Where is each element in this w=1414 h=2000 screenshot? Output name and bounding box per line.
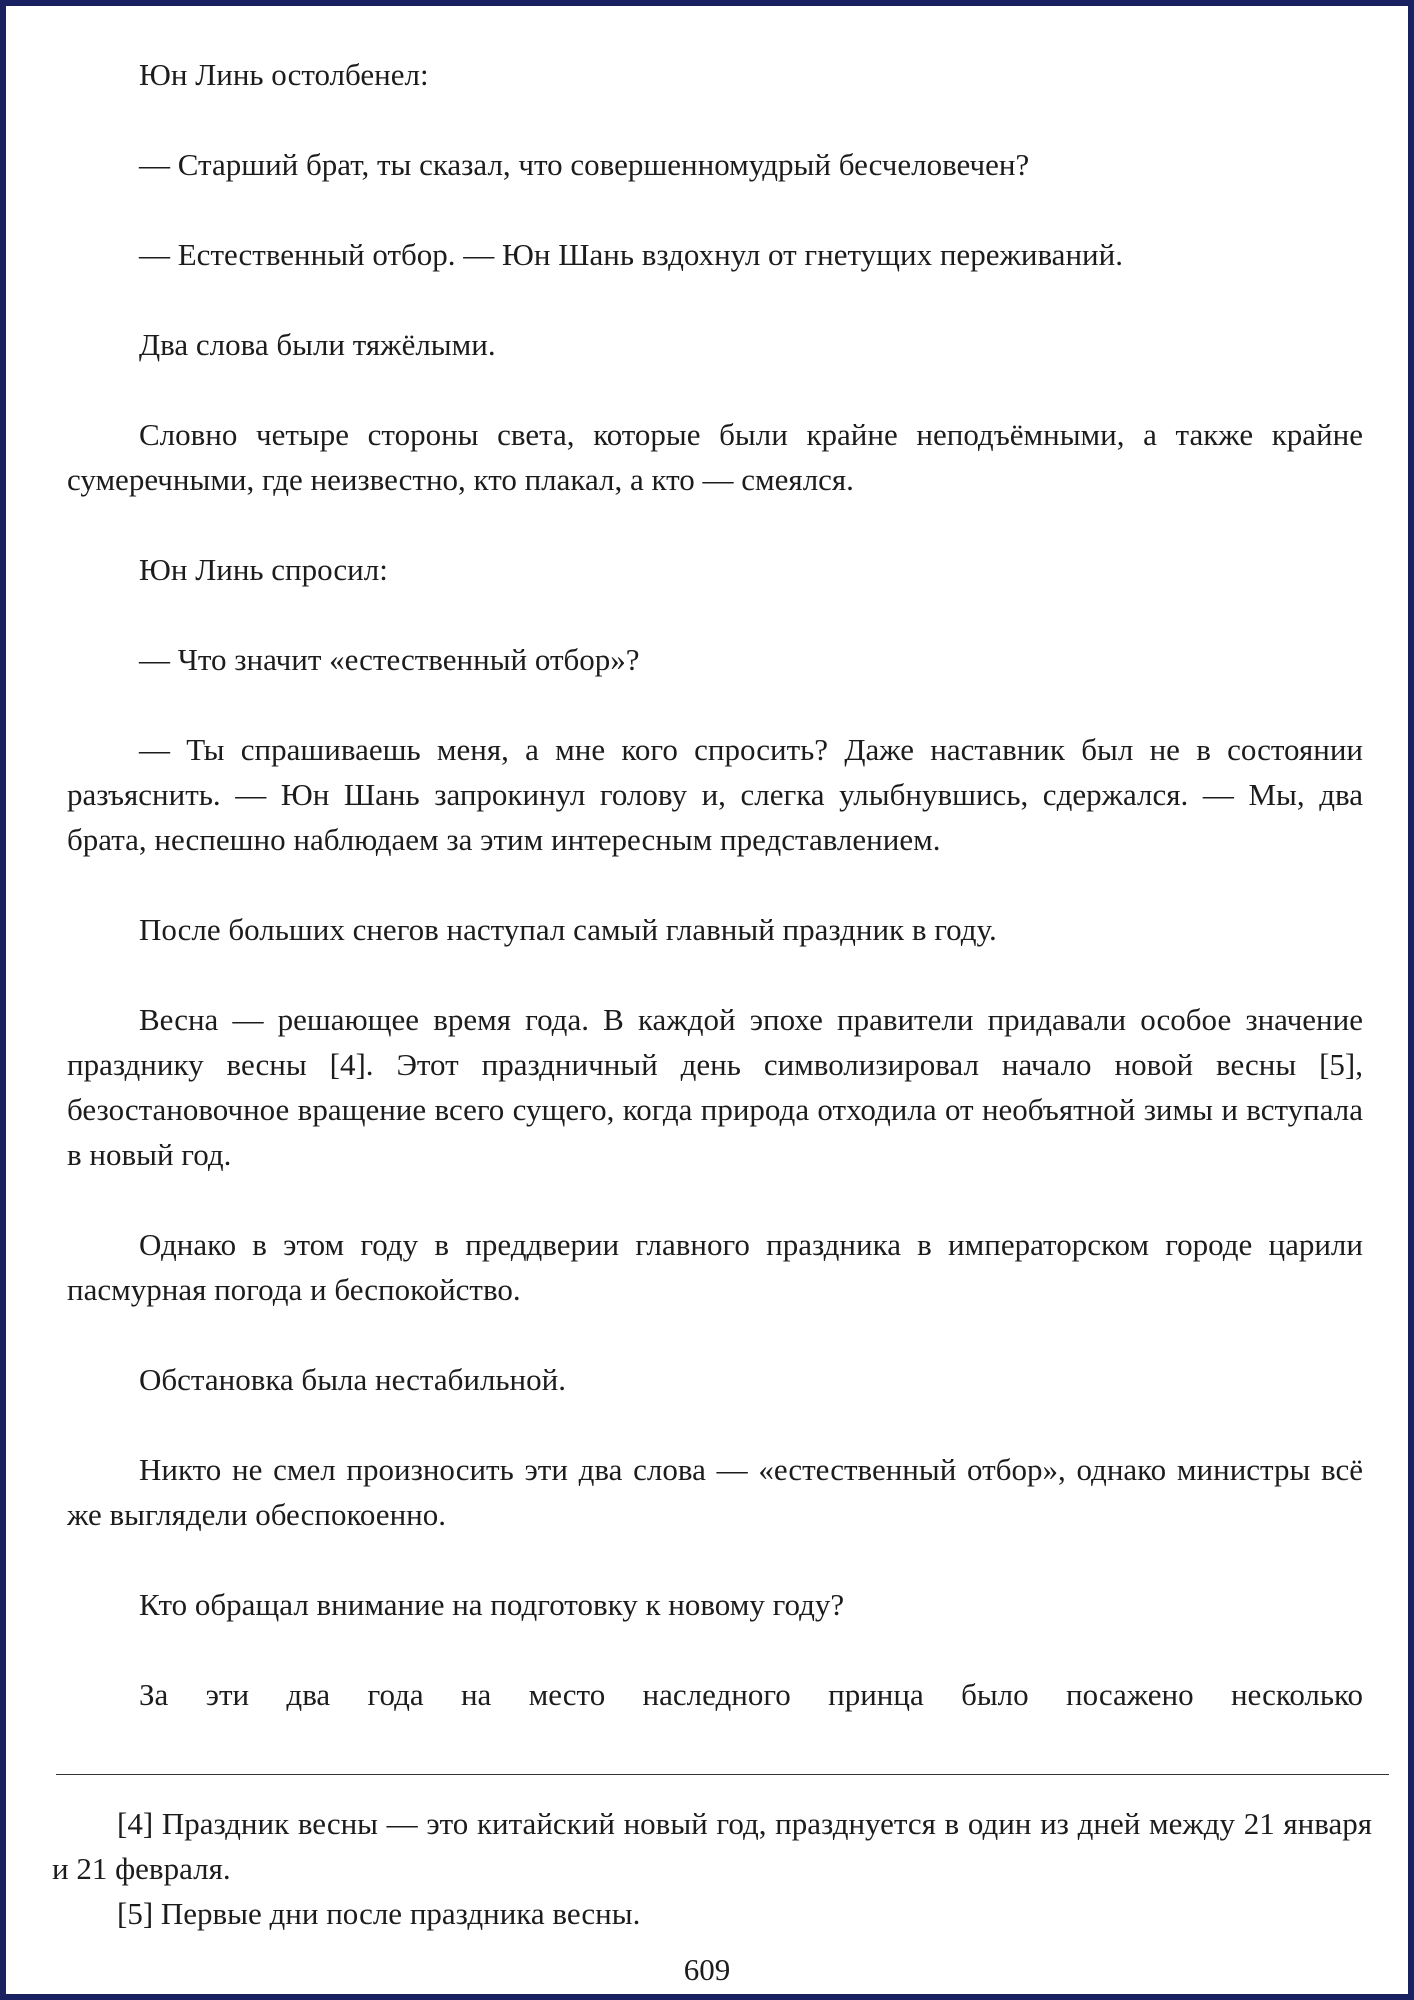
paragraph-7: — Что значит «естественный отбор»? (139, 642, 640, 677)
main-text (67, 52, 1363, 1717)
paragraph-12: Обстановка была нестабильной. (139, 1362, 566, 1397)
page-number: 609 (683, 1952, 731, 1987)
paragraph-9: После больших снегов наступал самый главный праздник в году. (139, 912, 997, 947)
paragraph-11: Однако в этом году в преддверии главного праздника в императорском городе царили пасмурная погода и беспокойство. (67, 1227, 1363, 1307)
paragraph-5: Словно четыре стороны света, которые были крайне неподъёмными, а также крайне сумеречными, где неизвестно, кто плакал, а кто — смеялся. (67, 417, 1363, 497)
paragraph-1: Юн Линь остолбенел: (139, 57, 429, 92)
paragraph-8: — Ты спрашиваешь меня, а мне кого спросить? Даже наставник был не в состоянии разъяснить. — Юн Шань запрокинул голову и, слегка улыбнувшись, сдержался. — Мы, два брата, неспешно наблюдаем за этим интересным представлением. (67, 732, 1363, 857)
paragraph-13: Никто не смел произносить эти два слова — «естественный отбор», однако министры всё же выглядели обеспокоенно. (67, 1452, 1363, 1532)
paragraph-6: Юн Линь спросил: (139, 552, 388, 587)
footnote-5: [5] Первые дни после праздника весны. (117, 1896, 641, 1931)
paragraph-10: Весна — решающее время года. В каждой эпохе правители придавали особое значение празднику весны [4]. Этот праздничный день символизировал начало новой весны [5], безостановочное вращение всего сущего, когда природа отходила от необъятной зимы и вступала в новый год. (67, 1002, 1363, 1172)
paragraph-14: Кто обращал внимание на подготовку к новому году? (139, 1587, 845, 1622)
footnote-divider (56, 1774, 1389, 1775)
paragraph-3: — Естественный отбор. — Юн Шань вздохнул от гнетущих переживаний. (139, 237, 1123, 272)
paragraph-4: Два слова были тяжёлыми. (139, 327, 496, 362)
footnotes (52, 1801, 1372, 1936)
paragraph-15: За эти два года на место наследного принца было посажено несколько (139, 1677, 1363, 1712)
paragraph-2: — Старший брат, ты сказал, что совершенномудрый бесчеловечен? (139, 147, 1030, 182)
footnote-4: [4] Праздник весны — это китайский новый год, празднуется в один из дней между 21 января и 21 февраля. (52, 1806, 1372, 1886)
